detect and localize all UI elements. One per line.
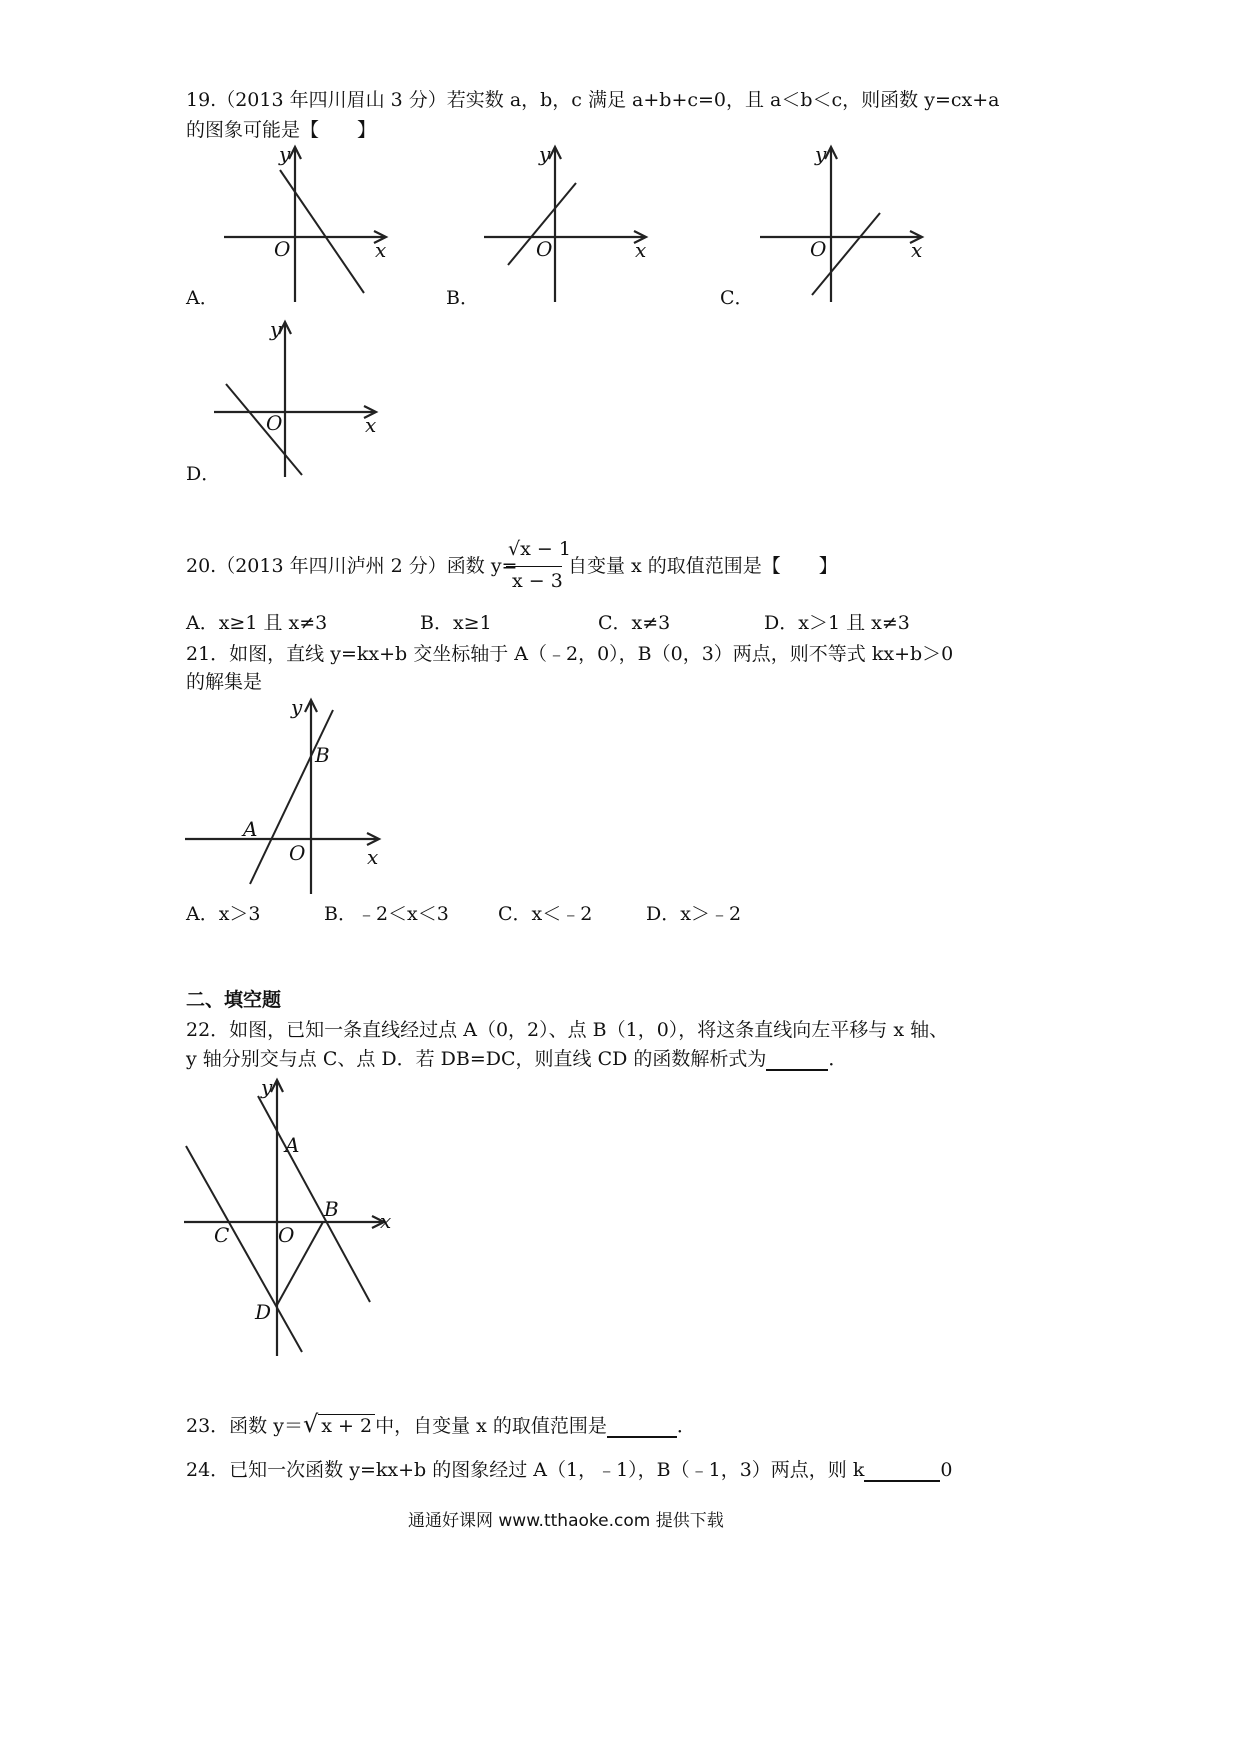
graph-line xyxy=(226,384,302,475)
page-footer: 通通好课网 www.tthaoke.com 提供下载 xyxy=(408,1511,724,1531)
q19-option-d: D． xyxy=(186,463,221,485)
x-label: x xyxy=(635,238,647,262)
y-label: y xyxy=(539,142,551,166)
point-b-label: B xyxy=(324,1197,339,1221)
point-c-label: C xyxy=(214,1223,230,1247)
y-label: y xyxy=(270,317,282,341)
point-a-label: A xyxy=(243,817,258,841)
q20-option-d: D．x＞1 且 x≠3 xyxy=(764,612,910,634)
y-label: y xyxy=(261,1075,273,1099)
line-ab xyxy=(258,1096,370,1302)
q23-radical: x + 2 xyxy=(318,1414,375,1437)
q23-prefix: 23．函数 y＝ xyxy=(186,1415,303,1437)
q20-option-b: B．x≥1 xyxy=(420,612,492,634)
origin-label: O xyxy=(274,237,291,261)
q21-line1: 21．如图，直线 y=kx+b 交坐标轴于 A（﹣2，0），B（0，3）两点，则不等式 kx+b＞0 xyxy=(186,643,954,665)
q22-line2-text: y 轴分别交与点 C、点 D．若 DB=DC，则直线 CD 的函数解析式为 xyxy=(186,1048,767,1070)
q20-prefix: 20.（2013 年四川泸州 2 分）函数 y= xyxy=(186,555,518,577)
q19-option-b: B． xyxy=(446,287,479,309)
q22-answer-blank[interactable] xyxy=(766,1051,828,1071)
q24-end: 0 xyxy=(940,1459,953,1481)
q22-line1: 22．如图，已知一条直线经过点 A（0，2）、点 B（1，0），将这条直线向左平移与 x 轴、 xyxy=(186,1019,949,1041)
q21-option-b: B．﹣2＜x＜3 xyxy=(324,903,449,925)
q20-option-c: C．x≠3 xyxy=(598,612,671,634)
q19-line2: 的图象可能是【 】 xyxy=(186,119,377,141)
q19-graph-d xyxy=(214,317,394,480)
q22-line2 xyxy=(186,1047,847,1071)
q21-line2: 的解集是 xyxy=(186,671,263,693)
q19-graph-a xyxy=(224,142,404,305)
q23-suffix: 中，自变量 x 的取值范围是 xyxy=(375,1415,607,1437)
origin-label: O xyxy=(536,237,553,261)
q21-option-d: D．x＞﹣2 xyxy=(646,903,742,925)
y-label: y xyxy=(815,142,827,166)
q24-line xyxy=(186,1458,952,1482)
q23-line xyxy=(186,1412,696,1438)
q19-line1: 19.（2013 年四川眉山 3 分）若实数 a，b，c 满足 a+b+c=0，且 a＜b＜c，则函数 y=cx+a xyxy=(186,89,1000,111)
q24-text: 24．已知一次函数 y=kx+b 的图象经过 A（1，﹣1），B（﹣1，3）两点，则 k xyxy=(186,1459,865,1481)
q22-end: ． xyxy=(828,1048,848,1070)
section-title: 二、填空题 xyxy=(186,989,282,1011)
x-label: x xyxy=(365,413,377,437)
q20-numerator: √x − 1 xyxy=(508,538,571,560)
q24-answer-blank[interactable] xyxy=(864,1462,940,1482)
origin-label: O xyxy=(266,411,283,435)
point-d-label: D xyxy=(255,1300,272,1324)
graph-line xyxy=(280,170,364,293)
q21-graph xyxy=(185,696,395,896)
x-label: x xyxy=(380,1209,392,1233)
q20-denominator: x − 3 xyxy=(512,570,563,592)
q20-option-a: A．x≥1 且 x≠3 xyxy=(186,612,328,634)
q19-option-c: C． xyxy=(720,287,754,309)
fraction-bar xyxy=(506,566,562,567)
origin-label: O xyxy=(810,237,827,261)
x-label: x xyxy=(375,238,387,262)
q20-suffix: 自变量 x 的取值范围是【 】 xyxy=(568,555,838,577)
y-label: y xyxy=(279,142,291,166)
sqrt-sign: √ xyxy=(302,1410,319,1438)
q23-end: ． xyxy=(676,1415,696,1437)
x-label: x xyxy=(367,845,379,869)
q19-graph-b xyxy=(484,142,664,305)
point-a-label: A xyxy=(285,1133,300,1157)
q21-option-c: C．x＜﹣2 xyxy=(498,903,593,925)
point-b-label: B xyxy=(315,743,330,767)
origin-label: O xyxy=(278,1223,295,1247)
origin-label: O xyxy=(289,841,306,865)
x-label: x xyxy=(911,238,923,262)
q21-option-a: A．x＞3 xyxy=(186,903,261,925)
q23-answer-blank[interactable] xyxy=(607,1418,677,1438)
q19-option-a: A． xyxy=(186,287,219,309)
y-label: y xyxy=(291,695,303,719)
line-cd xyxy=(186,1146,302,1352)
q19-graph-c xyxy=(760,142,940,305)
q22-graph xyxy=(184,1076,404,1366)
